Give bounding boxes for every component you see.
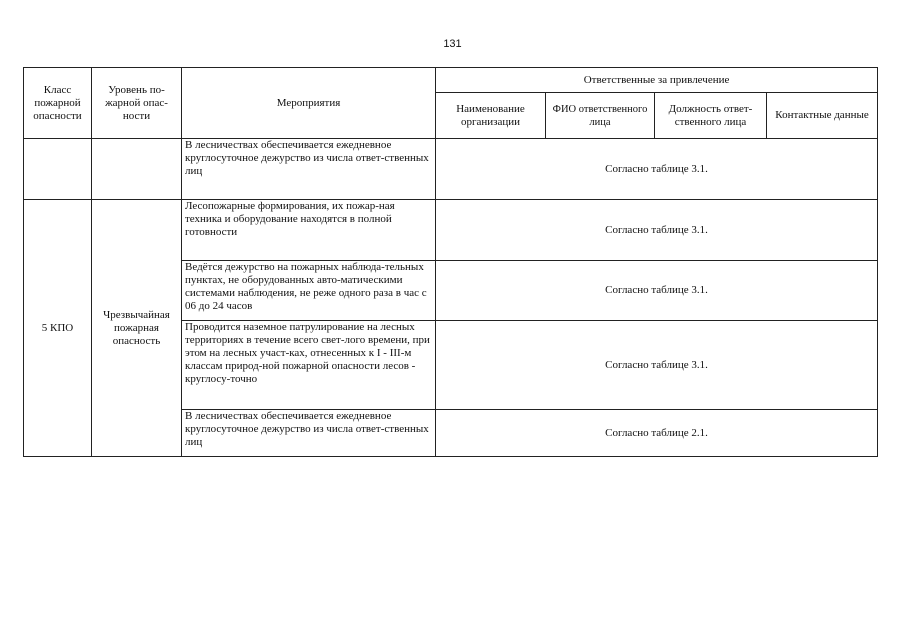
reference-cell: Согласно таблице 3.1. [436, 261, 878, 321]
header-fio: ФИО ответственного лица [546, 93, 655, 139]
measure-cell: Ведётся дежурство на пожарных наблюда-тельных пунктах, не оборудованных авто-матическими системами наблюдения, не реже одного раза в час с 06 до 24 часов [182, 261, 436, 321]
page-number: 131 [443, 38, 462, 50]
header-org: Наименование организации [436, 93, 546, 139]
reference-cell: Согласно таблице 3.1. [436, 200, 878, 261]
header-measures: Мероприятия [182, 68, 436, 139]
reference-cell: Согласно таблице 3.1. [436, 321, 878, 410]
reference-cell: Согласно таблице 3.1. [436, 139, 878, 200]
header-position: Должность ответ-ственного лица [655, 93, 767, 139]
measure-cell: В лесничествах обеспечивается ежедневное круглосуточное дежурство из числа ответ-ственных лиц [182, 410, 436, 457]
cell-empty [24, 139, 92, 200]
header-contacts: Контактные данные [767, 93, 878, 139]
measure-cell: Лесопожарные формирования, их пожар-ная техника и оборудование находятся в полной готовности [182, 200, 436, 261]
cell-empty [92, 139, 182, 200]
measure-cell: Проводится наземное патрулирование на лесных территориях в течение всего свет-лого времени, при этом на лесных участ-ках, отнесенных к I - III-м классам природ-ной пожарной опасности лесов - круглосу-точно [182, 321, 436, 410]
header-level: Уровень по-жарной опас-ности [92, 68, 182, 139]
header-class: Класс пожарной опасности [24, 68, 92, 139]
measure-cell: В лесничествах обеспечивается ежедневное круглосуточное дежурство из числа ответ-ственных лиц [182, 139, 436, 200]
class-cell: 5 КПО [24, 200, 92, 457]
reference-cell: Согласно таблице 2.1. [436, 410, 878, 457]
header-responsible: Ответственные за привлечение [436, 68, 878, 93]
level-cell: Чрезвычайная пожарная опасность [92, 200, 182, 457]
fire-measures-table [23, 67, 878, 457]
